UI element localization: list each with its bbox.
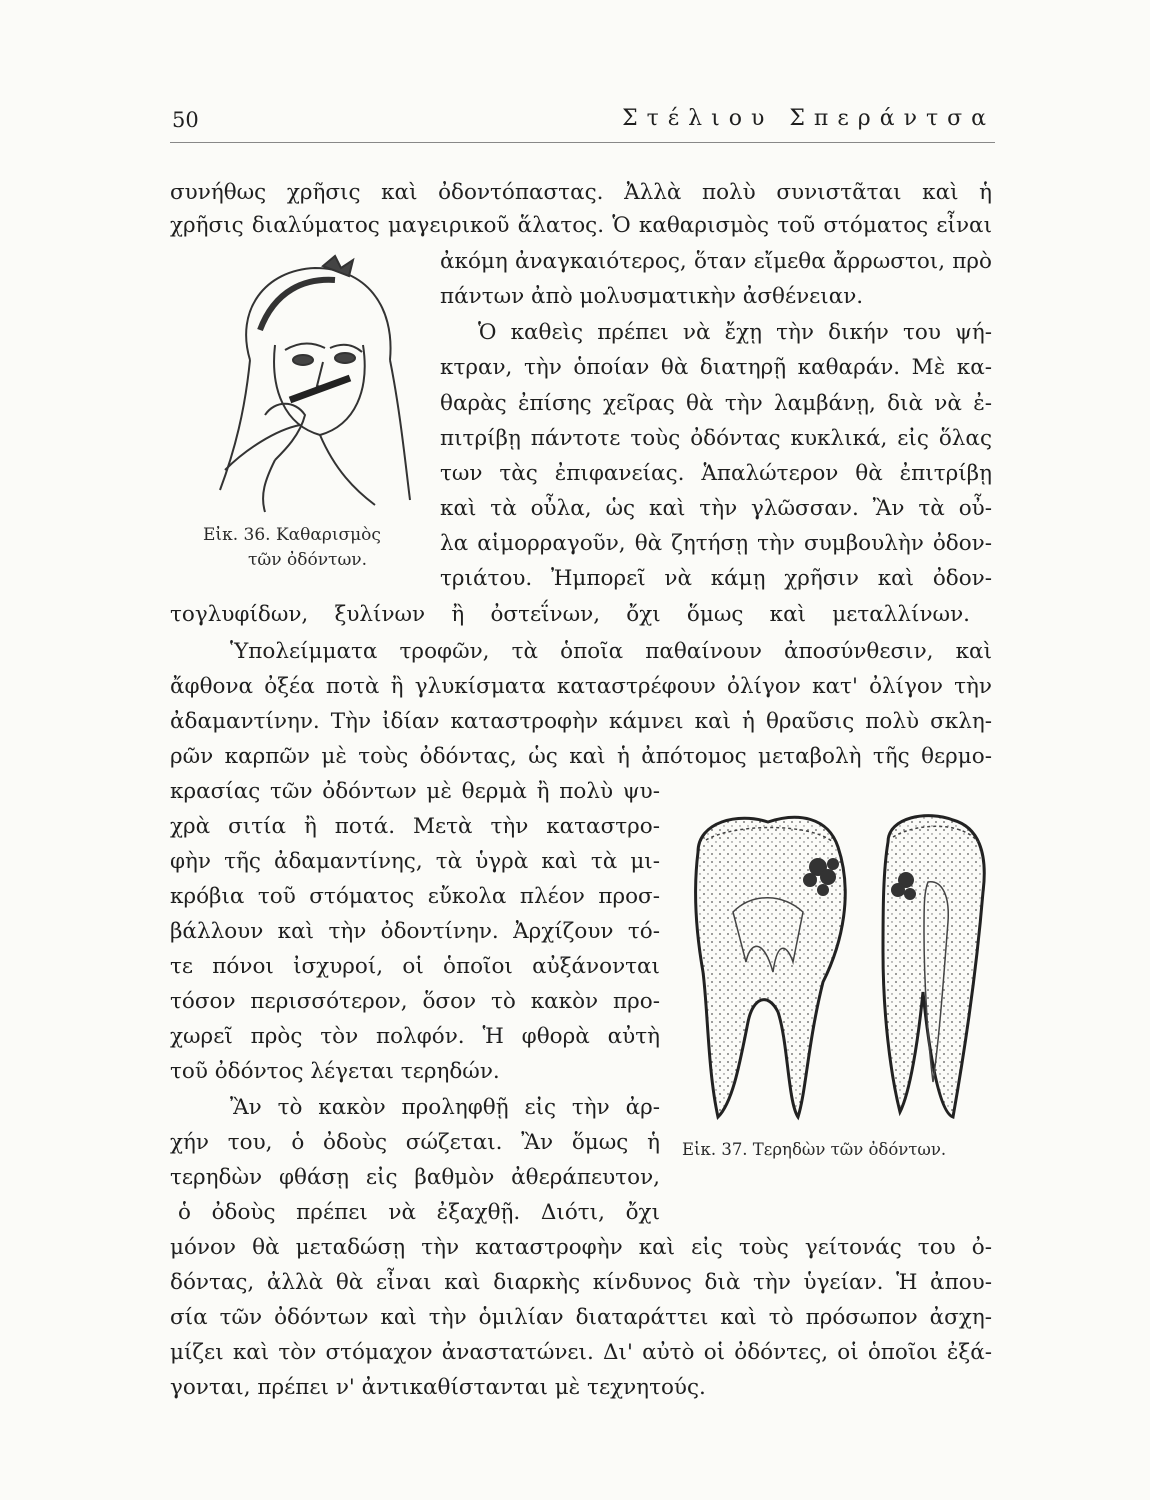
text-line: σία τῶν ὀδόντων καὶ τὴν ὁμιλίαν διαταράττει καὶ τὸ πρόσωπον ἀσχη- (170, 1305, 992, 1330)
text-line: τογλυφίδων, ξυλίνων ἢ ὀστεΐνων, ὄχι ὅμως καὶ μεταλλίνων. (170, 602, 970, 627)
text-line: γονται, πρέπει ν' ἀντικαθίστανται μὲ τεχνητούς. (170, 1375, 706, 1400)
text-line: χωρεῖ πρὸς τὸν πολφόν. Ἡ φθορὰ αὐτὴ (170, 1024, 660, 1049)
text-line: πάντων ἀπὸ μολυσματικὴν ἀσθένειαν. (440, 284, 864, 309)
text-line: Ὑπολείμματα τροφῶν, τὰ ὁποῖα παθαίνουν ἀποσύνθεσιν, καὶ (230, 639, 992, 664)
text-line: λα αἱμορραγοῦν, θὰ ζητήσῃ τὴν συμβουλὴν ὀδον- (440, 531, 992, 556)
text-line: κρόβια τοῦ στόματος εὔκολα πλέον προσ- (170, 884, 660, 909)
text-line: κρασίας τῶν ὀδόντων μὲ θερμὰ ἢ πολὺ ψυ- (170, 779, 660, 804)
text-line: Ὁ καθεὶς πρέπει νὰ ἔχῃ τὴν δικήν του ψή- (478, 320, 992, 345)
text-line: ρῶν καρπῶν μὲ τοὺς ὀδόντας, ὡς καὶ ἡ ἀπότομος μεταβολὴ τῆς θερμο- (170, 744, 992, 769)
text-line: ἀδαμαντίνην. Τὴν ἰδίαν καταστροφὴν κάμνει καὶ ἡ θραῦσις πολὺ σκλη- (170, 709, 992, 734)
text-line: τόσον περισσότερον, ὅσον τὸ κακὸν προ- (170, 989, 660, 1014)
text-line: χρὰ σιτία ἢ ποτά. Μετὰ τὴν καταστρο- (170, 814, 660, 839)
text-line: βάλλουν καὶ τὴν ὀδοντίνην. Ἀρχίζουν τό- (170, 919, 660, 944)
text-line: τοῦ ὀδόντος λέγεται τερηδών. (170, 1059, 500, 1084)
text-line: θαρὰς ἐπίσης χεῖρας θὰ τὴν λαμβάνῃ, διὰ νὰ ἐ- (440, 391, 992, 416)
figure-37-caption: Εἰκ. 37. Τερηδὼν τῶν ὀδόντων. (682, 1140, 947, 1159)
text-line: κτραν, τὴν ὁποίαν θὰ διατηρῇ καθαράν. Μὲ κα- (440, 355, 992, 380)
figure-36-caption-line1: Εἰκ. 36. Καθαρισμὸς (203, 525, 381, 545)
text-line: Ἂν τὸ κακὸν προληφθῇ εἰς τὴν ἀρ- (230, 1095, 660, 1120)
text-line: φὴν τῆς ἀδαμαντίνης, τὰ ὑγρὰ καὶ τὰ μι- (170, 849, 660, 874)
text-line: συνήθως χρῆσις καὶ ὀδοντόπαστας. Ἀλλὰ πολὺ συνιστᾶται καὶ ἡ (170, 180, 992, 205)
text-line: ὁ ὀδοὺς πρέπει νὰ ἐξαχθῇ. Διότι, ὄχι (178, 1200, 660, 1225)
figure-37-illustration (678, 812, 1008, 1132)
text-line: χήν του, ὁ ὀδοὺς σώζεται. Ἂν ὅμως ἡ (170, 1130, 660, 1155)
text-line: δόντας, ἀλλὰ θὰ εἶναι καὶ διαρκὴς κίνδυνος διὰ τὴν ὑγείαν. Ἡ ἀπου- (170, 1270, 992, 1295)
text-line: των τὰς ἐπιφανείας. Ἁπαλώτερον θὰ ἐπιτρίβῃ (440, 461, 992, 486)
text-line: τριάτου. Ἠμπορεῖ νὰ κάμῃ χρῆσιν καὶ ὀδον- (440, 566, 992, 591)
page-number: 50 (172, 108, 199, 132)
figure-36-caption-line2: τῶν ὀδόντων. (248, 550, 368, 570)
header-rule (170, 142, 995, 143)
figure-36-illustration (205, 250, 420, 515)
text-line: χρῆσις διαλύματος μαγειρικοῦ ἅλατος. Ὁ καθαρισμὸς τοῦ στόματος εἶναι (170, 213, 992, 238)
running-title: Στέλιου Σπεράντσα (622, 106, 995, 131)
text-line: μίζει καὶ τὸν στόμαχον ἀναστατώνει. Δι' αὐτὸ οἱ ὀδόντες, οἱ ὁποῖοι ἐξά- (170, 1340, 992, 1365)
text-line: ἀκόμη ἀναγκαιότερος, ὅταν εἴμεθα ἄρρωστοι, πρὸ (440, 249, 992, 274)
text-line: πιτρίβῃ πάντοτε τοὺς ὀδόντας κυκλικά, εἰς ὅλας (440, 426, 992, 451)
text-line: τερηδὼν φθάσῃ εἰς βαθμὸν ἀθεράπευτον, (170, 1165, 660, 1190)
text-line: μόνον θὰ μεταδώσῃ τὴν καταστροφὴν καὶ εἰς τοὺς γείτονάς του ὀ- (170, 1235, 992, 1260)
text-line: ἄφθονα ὀξέα ποτὰ ἢ γλυκίσματα καταστρέφουν ὀλίγον κατ' ὀλίγον τὴν (170, 674, 992, 699)
text-line: καὶ τὰ οὖλα, ὡς καὶ τὴν γλῶσσαν. Ἂν τὰ οὖ- (440, 496, 992, 521)
text-line: τε πόνοι ἰσχυροί, οἱ ὁποῖοι αὐξάνονται (170, 954, 660, 979)
